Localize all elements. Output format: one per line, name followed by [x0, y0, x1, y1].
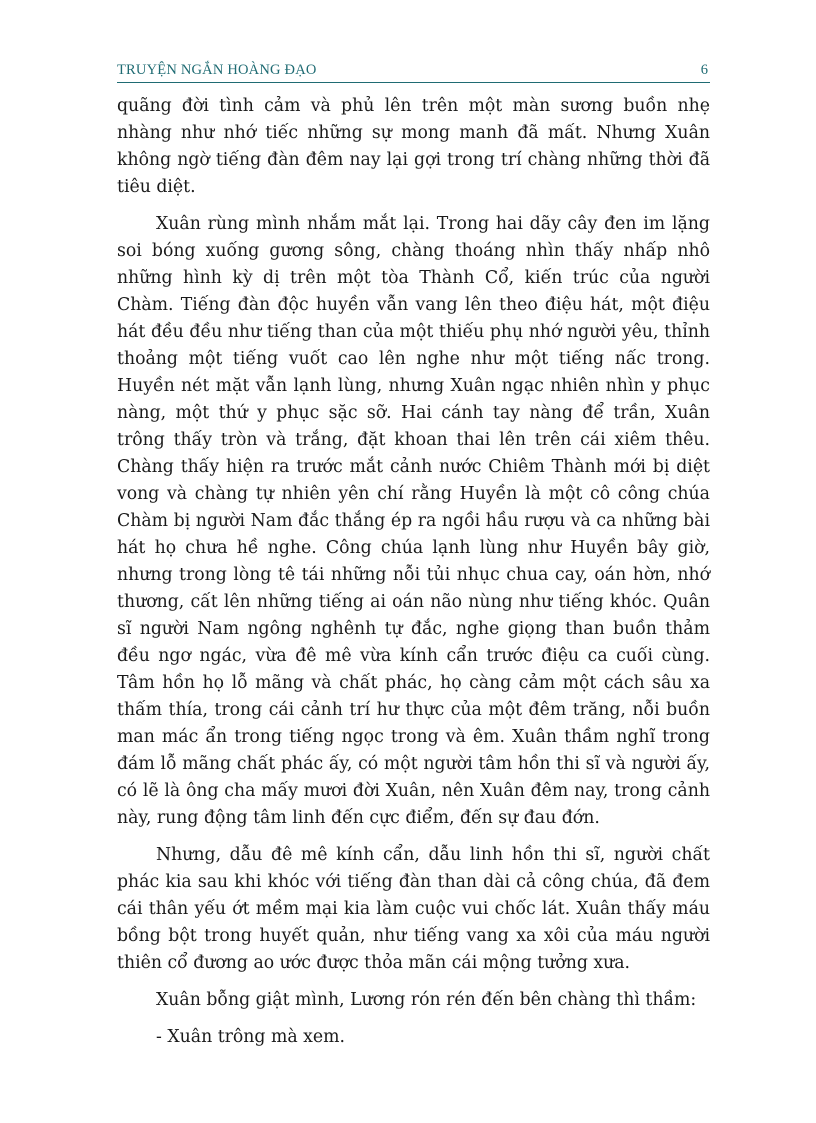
- page-number: 6: [700, 62, 708, 78]
- paragraph: quãng đời tình cảm và phủ lên trên một màn sương buồn nhẹ nhàng như nhớ tiếc những sự mong manh đã mất. Nhưng Xuân không ngờ tiếng đàn đêm nay lại gợi trong trí chàng những thời đã tiêu diệt.: [117, 96, 710, 197]
- paragraph: - Xuân trông mà xem.: [156, 1027, 346, 1047]
- body-text: [117, 93, 710, 1061]
- paragraph: Nhưng, dẫu đê mê kính cẩn, dẫu linh hồn thi sĩ, người chất phác kia sau khi khóc với tiếng đàn than dài cả công chúa, đã đem cái thân yếu ớt mềm mại kia làm cuộc vui chốc lát. Xuân thấy máu bồng bột trong huyết quản, như tiếng vang xa xôi của máu người thiên cổ đương ao ước được thỏa mãn cái mộng tưởng xưa.: [117, 845, 710, 973]
- book-title: TRUYỆN NGẮN HOÀNG ĐẠO: [117, 62, 317, 78]
- running-header: [117, 58, 710, 83]
- paragraph: Xuân bỗng giật mình, Lương rón rén đến bên chàng thì thầm:: [156, 990, 697, 1010]
- paragraph: Xuân rùng mình nhắm mắt lại. Trong hai dãy cây đen im lặng soi bóng xuống gương sông, chàng thoáng nhìn thấy nhấp nhô những hình kỳ dị trên một tòa Thành Cổ, kiến trúc của người Chàm. Tiếng đàn độc huyền vẫn vang lên theo điệu hát, một điệu hát đều đều như tiếng than của một thiếu phụ nhớ người yêu, thỉnh thoảng một tiếng vuốt cao lên nghe như một tiếng nấc trong. Huyền nét mặt vẫn lạnh lùng, nhưng Xuân ngạc nhiên nhìn y phục nàng, một thứ y phục sặc sỡ. Hai cánh tay nàng để trần, Xuân trông thấy tròn và trắng, đặt khoan thai lên trên cái xiêm thêu. Chàng thấy hiện ra trước mắt cảnh nước Chiêm Thành mới bị diệt vong và chàng tự nhiên yên chí rằng Huyền là một cô công chúa Chàm bị người Nam đắc thắng ép ra ngồi hầu rượu và ca những bài hát họ chưa hề nghe. Công chúa lạnh lùng như Huyền bây giờ, nhưng trong lòng tê tái những nỗi tủi nhục chua cay, oán hờn, nhớ thương, cất lên những tiếng ai oán não nùng như tiếng khóc. Quân sĩ người Nam ngông nghênh tự đắc, nghe giọng than buồn thảm đều ngơ ngác, vừa đê mê vừa kính cẩn trước điệu ca cuối cùng. Tâm hồn họ lỗ mãng và chất phác, họ càng cảm một cách sâu xa thấm thía, trong cái cảnh trí hư thực của một đêm trăng, nỗi buồn man mác ẩn trong tiếng ngọc trong và êm. Xuân thầm nghĩ trong đám lỗ mãng chất phác ấy, có một người tâm hồn thi sĩ và người ấy, có lẽ là ông cha mấy mươi đời Xuân, nên Xuân đêm nay, trong cảnh này, rung động tâm linh đến cực điểm, đến sự đau đớn.: [117, 214, 710, 828]
